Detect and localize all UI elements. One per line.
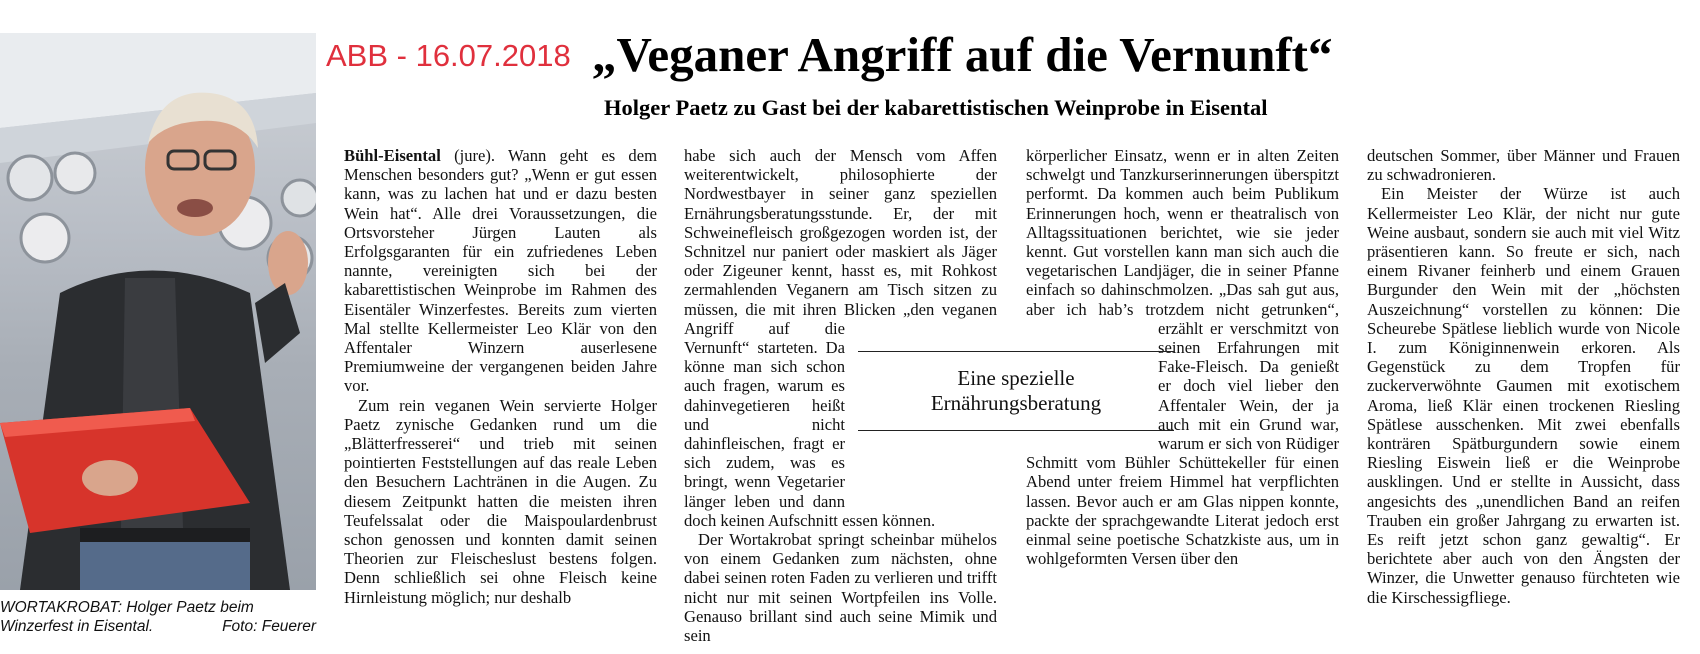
pullquote-box (858, 351, 1174, 431)
paragraph-text: (jure). Wann geht es dem Menschen besonders gut? „Wenn er gut essen kann, was zu lachen hat und er dazu besten Wein hat“. Alle drei Voraussetzungen, die Ortsvorsteher Jürgen Lauten als Erfolgsgaranten für ein zufriedenes Leben nannte, vereinigten sich bei der kabarettistischen Weinprobe im Rahmen des Eisentäler Winzerfestes. Bereits zum vierten Mal stellte Kellermeister Leo Klär von den Affentaler Winzern auserlesene Premiumweine der vergangenen beiden Jahre vor. (344, 146, 657, 396)
publication-dateline: ABB - 16.07.2018 (326, 38, 571, 73)
paragraph: deutschen Sommer, über Männer und Frauen zu schwadronieren. (1367, 146, 1680, 185)
paragraph: körperlicher Einsatz, wenn er in alten Zeiten schwelgt und Tanzkurserinnerungen überspitzt performt. Da kommen auch beim Publikum Erinnerungen hoch, wenn er theatralisch von Alltagssituationen berichtet, wie sie jeder kennt. Gut vorstellen kann man sich auch die vegetarischen Landjäger, die in seiner Pfanne einfach so dahinschmolzen. „Das sah gut aus, aber ich hab’s trotzdem nicht getrunken“, erzählt er verschmitzt von seinen Erfahrungen mit Fake-Fleisch. Da genießt er doch viel lieber den Affentaler Wein, der ja auch mit ein Grund war, warum er sich von Rüdiger Schmitt vom Bühler Schüttekeller für einen Abend unter freiem Himmel hat verpflichten lassen. Bevor auch er am Glas nippen konnte, packte der sprachgewandte Literat jedoch erst einmal seine poetische Schatzkiste aus, um in wohlgeformten Versen über den (1026, 146, 1339, 569)
paragraph: Zum rein veganen Wein servierte Holger Paetz zynische Gedanken rund um die „Blätterfresserei“ und trieb mit seinen pointierten Feststellungen auf das reale Leben den Besuchern Lachtränen in die Augen. Zu diesem Zeitpunkt hatten die meisten ihren Teufelssalat oder die Maispoulardenbrust schon genossen und konnten damit seinen Theorien zur Fleischeslust bestens folgen. Denn schließlich sei ohne Fleisch keine Hirnleistung möglich; nur deshalb (344, 395, 657, 607)
article-photo (0, 33, 316, 590)
photo-performer-illustration (0, 33, 316, 590)
lead-place: Bühl-Eisental (344, 146, 441, 165)
paragraph: Der Wortakrobat springt scheinbar mühelos von einem Gedanken zum nächsten, ohne dabei seinen roten Faden zu verlieren und trifft nicht nur mit seinen Wortpfeilen ins Volle. Genauso brillant sind auch seine Mimik und sein (684, 530, 997, 646)
photo-caption (0, 598, 316, 636)
article-subheadline: Holger Paetz zu Gast bei der kabarettistischen Weinprobe in Eisental (604, 95, 1268, 120)
photo-credit: Foto: Feuerer (222, 618, 316, 635)
pullquote-line-2: Ernährungsberatung (930, 391, 1102, 415)
article-column-4 (1367, 146, 1680, 607)
paragraph: habe sich auch der Mensch vom Affen weiterentwickelt, philosophierte der Nordwestbayer in seiner ganz speziellen Ernährungsberatungsstunde. Er, der mit Schweinefleisch großgezogen worden ist, der Schnitzel nur paniert oder maskiert als Jäger oder Zigeuner kennt, hasst es, mit Rohkost zermahlenden Veganern am Tisch sitzen zu müssen, die mit ihren Blicken „den veganen Angriff auf die Vernunft“ starteten. Da könne man sich schon auch fragen, warum es dahinvegetieren heißt und nicht dahinfleischen, fragt er sich zudem, was es bringt, wenn Vegetarier länger leben und dann doch keinen Aufschnitt essen können. (684, 146, 997, 530)
caption-line-2: Winzerfest in Eisental. (0, 618, 154, 635)
paragraph: Ein Meister der Würze ist auch Kellermeister Leo Klär, der nicht nur gute Weine ausbaut, sondern sie auch mit viel Witz präsentieren kann. So freute er sich, nach einem Rivaner feinherb und einem Grauen Burgunder den Wein mit der „höchsten Auszeichnung“ vorstellen zu können: Die Scheurebe Spätlese lieblich wurde von Nicole I. zum Königinnenwein erkoren. Als Gegenstück zu dem Tropfen für zuckerverwöhnte Gaumen mit exotischem Aroma, ließ Klär einen trockenen Riesling Spätlese ausschenken. Mit zwei ebenfalls konträren Spätburgundern sowie einem Riesling Eiswein ließ er die Weinprobe ausklingen. Und er stellte in Aussicht, dass angesichts des „unendlichen Band an reifen Trauben ein großer Jahrgang zu erwarten ist. Es reift jetzt schon ganz gewaltig“. Er berichtete aber auch von den Ängsten der Winzer, die Unwetter genauso fürchteten wie die Kirschessigfliege. (1367, 184, 1680, 607)
paragraph (344, 146, 657, 396)
pullquote-line-1: Eine spezielle (957, 366, 1075, 390)
article-headline: „Veganer Angriff auf die Vernunft“ (592, 27, 1333, 82)
article-column-1 (344, 146, 657, 607)
caption-line-1: WORTAKROBAT: Holger Paetz beim (0, 599, 254, 616)
